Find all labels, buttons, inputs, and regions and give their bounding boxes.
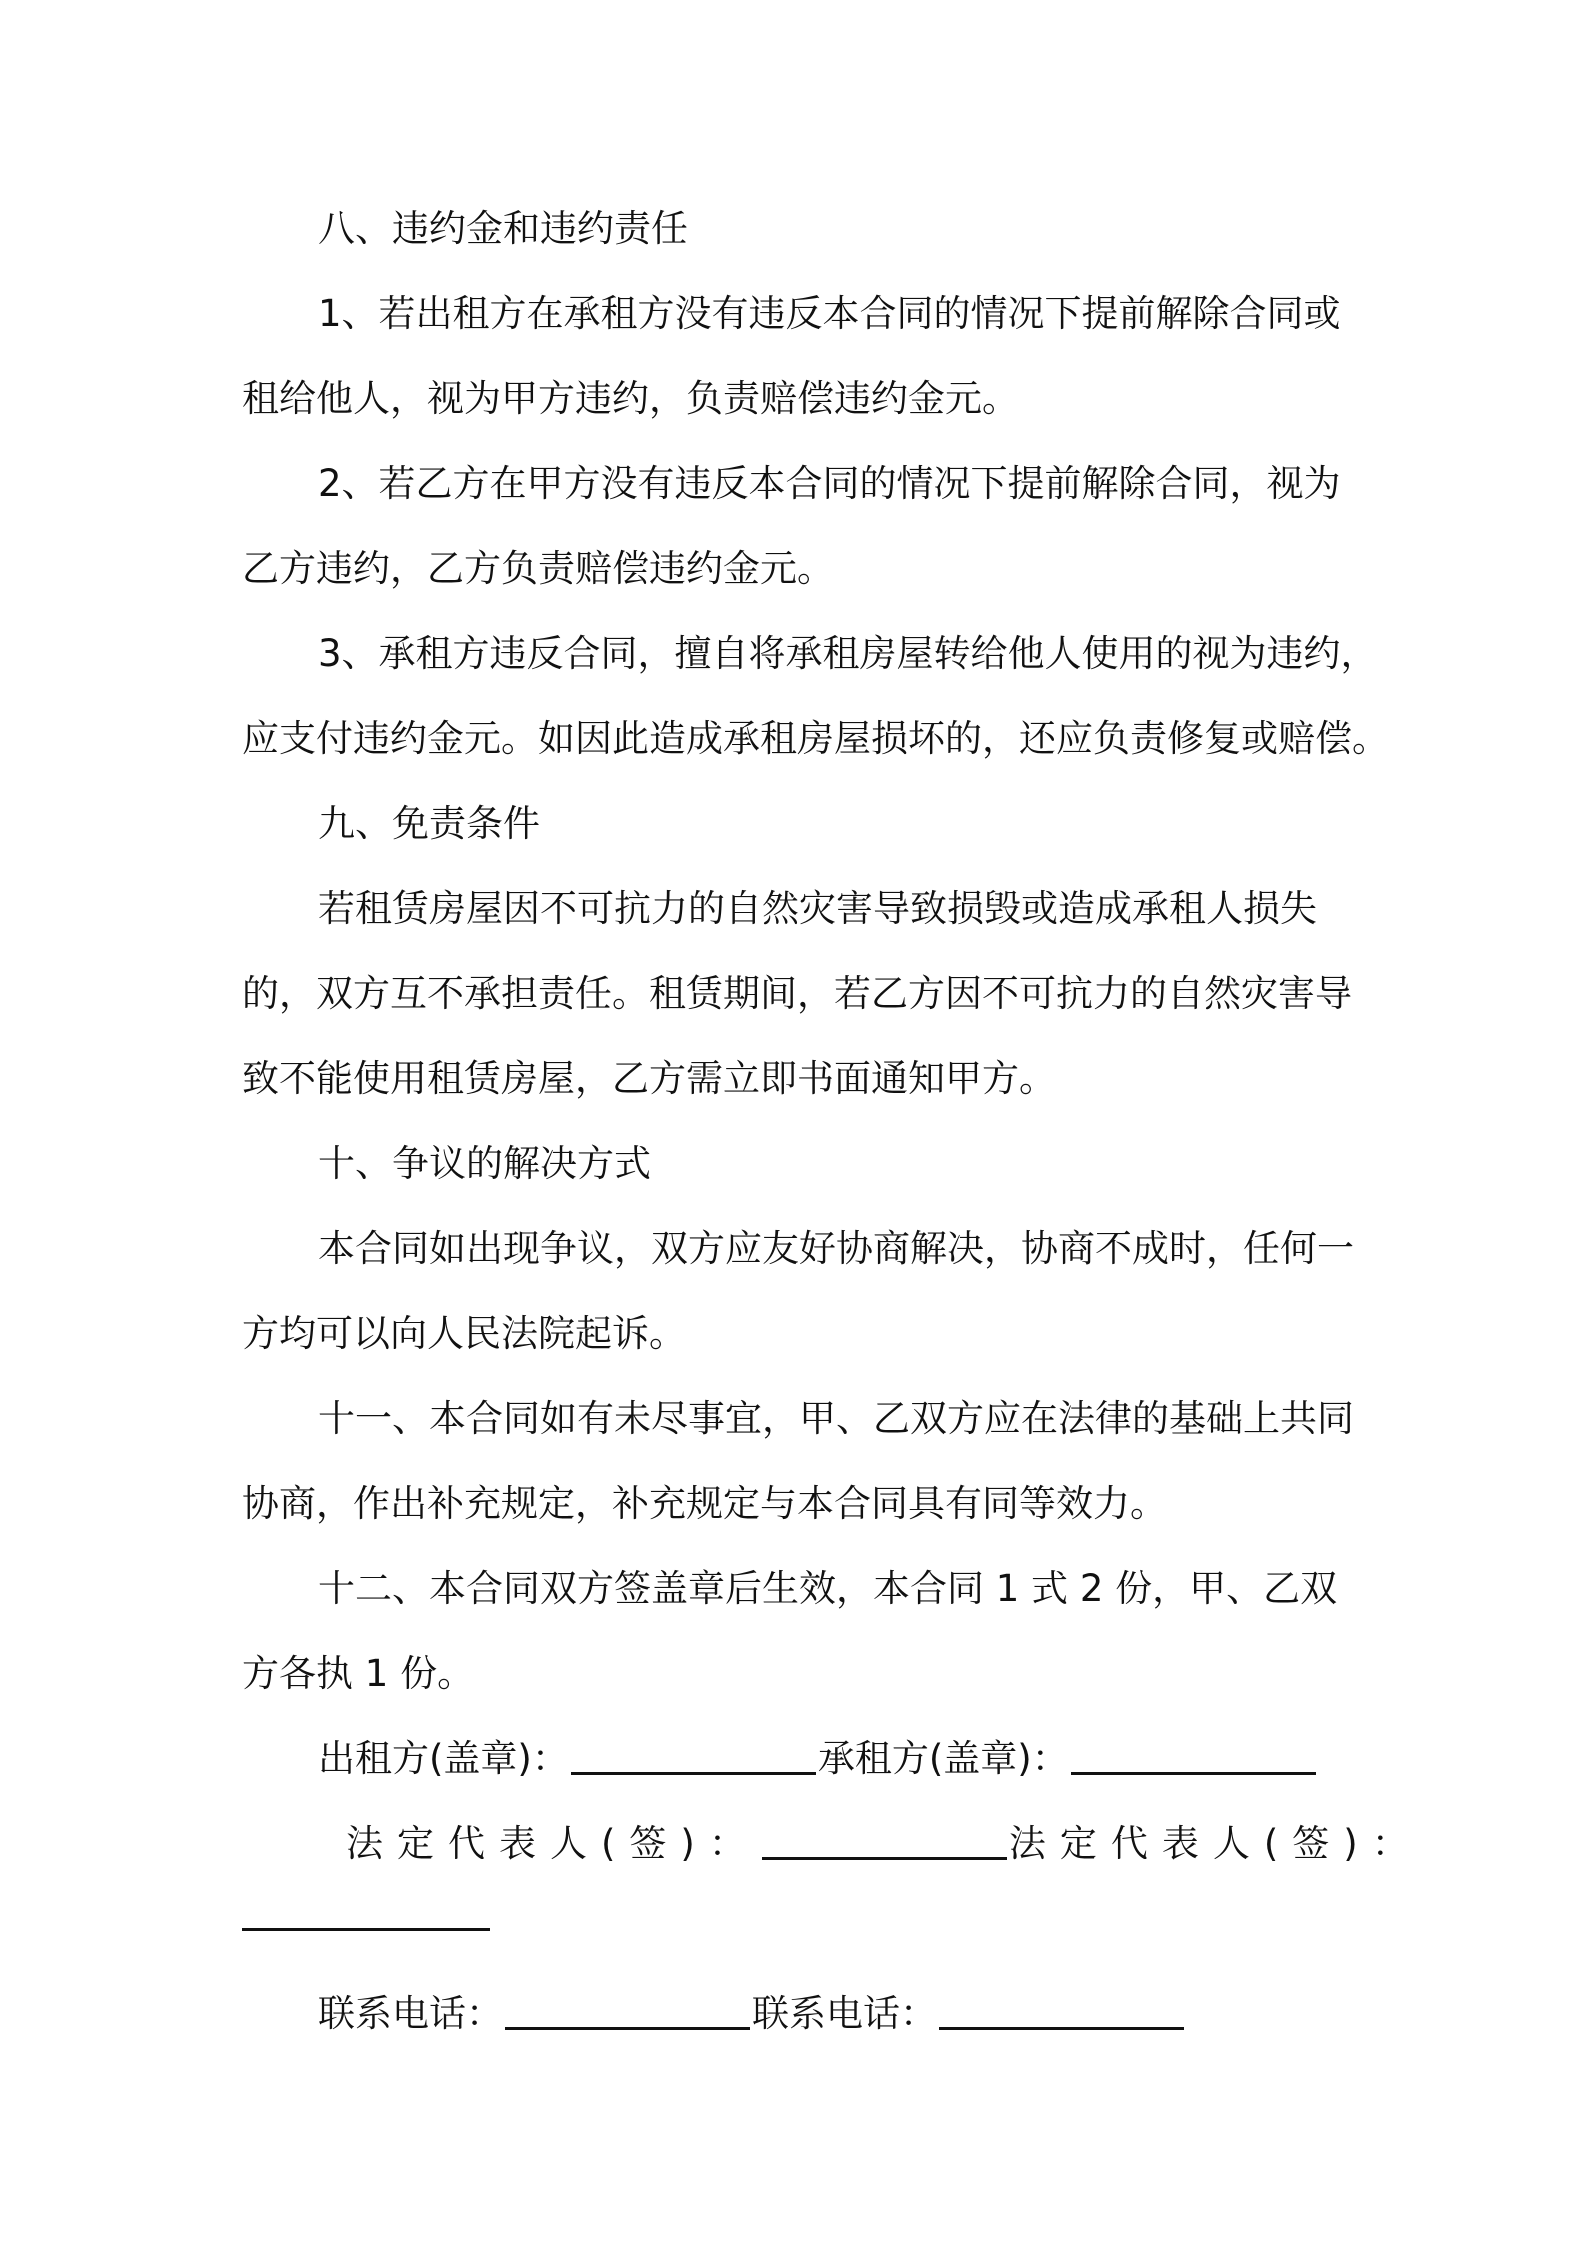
section-10-line-1: 本合同如出现争议，双方应友好协商解决，协商不成时，任何一	[318, 1227, 1354, 1270]
section-10-heading: 十、争议的解决方式	[318, 1142, 651, 1185]
section-8-item-2-line-2: 乙方违约，乙方负责赔偿违约金元。	[242, 547, 834, 590]
phone-2-line	[939, 2026, 1184, 2030]
section-11-line-2: 协商，作出补充规定，补充规定与本合同具有同等效力。	[242, 1482, 1167, 1525]
phone-1-line	[505, 2026, 750, 2030]
section-12-line-2: 方各执 1 份。	[242, 1652, 475, 1695]
legal-rep-2-label: 法定代表人(签)：	[1008, 1822, 1423, 1865]
legal-rep-1-label: 法定代表人(签)：	[346, 1822, 760, 1865]
section-8-item-3-line-1: 3、承租方违反合同，擅自将承租房屋转给他人使用的视为违约，	[318, 632, 1378, 675]
section-8-item-1-line-1: 1、若出租方在承租方没有违反本合同的情况下提前解除合同或	[318, 292, 1341, 335]
section-10-line-2: 方均可以向人民法院起诉。	[242, 1312, 686, 1355]
seal-signature-row	[318, 1737, 1318, 1780]
section-8-heading: 八、违约金和违约责任	[318, 207, 688, 250]
lessor-seal-label: 出租方(盖章)：	[318, 1737, 569, 1780]
lessee-seal-label: 承租方(盖章)：	[817, 1737, 1069, 1780]
phone-signature-row	[318, 1992, 1186, 2035]
phone-2-label: 联系电话：	[752, 1992, 937, 2035]
phone-1-label: 联系电话：	[318, 1992, 503, 2035]
section-8-item-1-line-2: 租给他人，视为甲方违约，负责赔偿违约金元。	[242, 377, 1019, 420]
section-9-line-3: 致不能使用租赁房屋，乙方需立即书面通知甲方。	[242, 1057, 1056, 1100]
legal-rep-2-line	[242, 1928, 490, 1931]
section-9-line-2: 的，双方互不承担责任。租赁期间，若乙方因不可抗力的自然灾害导	[242, 972, 1352, 1015]
section-8-item-2-line-1: 2、若乙方在甲方没有违反本合同的情况下提前解除合同，视为	[318, 462, 1341, 505]
legal-rep-1-line	[762, 1856, 1007, 1860]
section-12-line-1: 十二、本合同双方签盖章后生效，本合同 1 式 2 份，甲、乙双	[318, 1567, 1338, 1610]
section-9-heading: 九、免责条件	[318, 802, 540, 845]
section-11-line-1: 十一、本合同如有未尽事宜，甲、乙双方应在法律的基础上共同	[318, 1397, 1354, 1440]
section-8-item-3-line-2: 应支付违约金元。如因此造成承租房屋损坏的，还应负责修复或赔偿。	[242, 717, 1389, 760]
legal-rep-signature-row	[346, 1822, 1423, 1865]
section-9-line-1: 若租赁房屋因不可抗力的自然灾害导致损毁或造成承租人损失	[318, 887, 1317, 930]
lessee-seal-line	[1071, 1771, 1316, 1775]
lessor-seal-line	[571, 1771, 816, 1775]
